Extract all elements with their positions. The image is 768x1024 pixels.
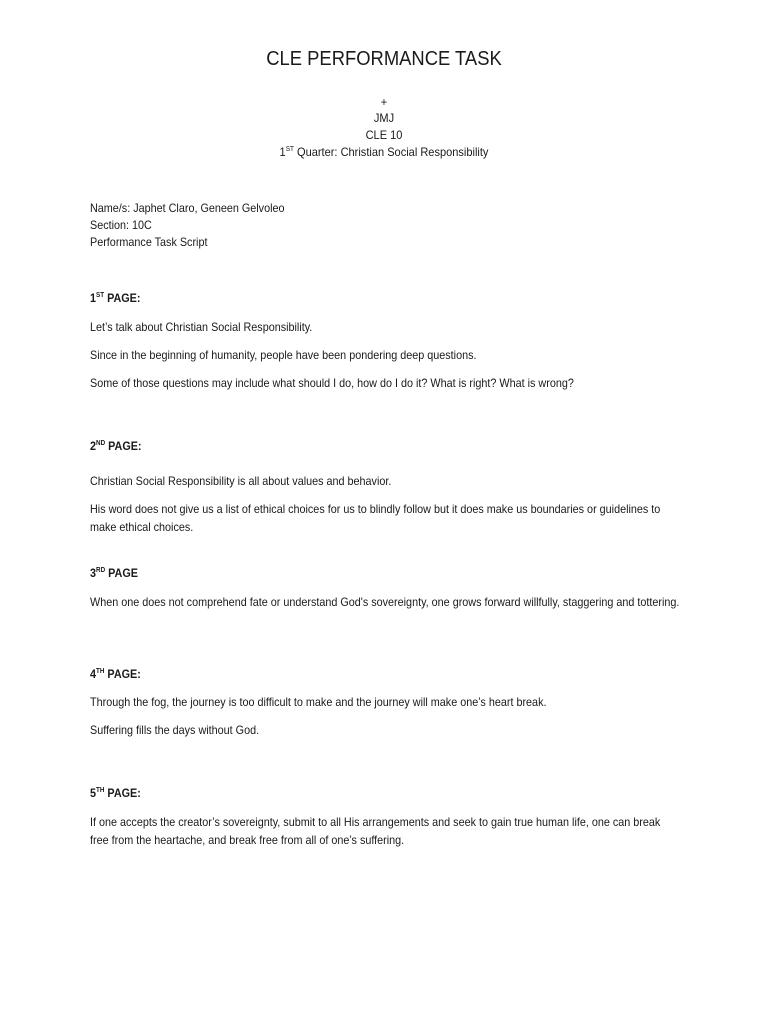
script-type-line: Performance Task Script: [90, 235, 208, 249]
paragraph: Suffering fills the days without God.: [90, 723, 260, 737]
section-line: Section: 10C: [90, 218, 152, 232]
paragraph: Christian Social Responsibility is all about values and behavior.: [90, 474, 392, 488]
paragraph: Some of those questions may include what should I do, how do I do it? What is right? What is wrong?: [90, 376, 574, 390]
cross-mark: +: [380, 95, 388, 109]
paragraph: Let’s talk about Christian Social Responsibility.: [90, 320, 313, 334]
quarter-text: Quarter: Christian Social Responsibility: [293, 145, 489, 159]
paragraph: Since in the beginning of humanity, people have been pondering deep questions.: [90, 348, 477, 362]
section-heading-page-4: 4TH PAGE:: [90, 667, 141, 681]
section-heading-page-2: 2ND PAGE:: [90, 439, 142, 453]
names-line: Name/s: Japhet Claro, Geneen Gelvoleo: [90, 201, 285, 215]
header-line-jmj: JMJ: [373, 111, 395, 125]
document-title: CLE PERFORMANCE TASK: [266, 48, 502, 70]
quarter-number-suffix: ST: [285, 146, 294, 153]
section-heading-page-1: 1ST PAGE:: [90, 291, 141, 305]
paragraph: When one does not comprehend fate or understand God's sovereignty, one grows forward willfully, staggering and tottering.: [90, 595, 680, 609]
header-line-course: CLE 10: [365, 128, 403, 142]
paragraph: If one accepts the creator’s sovereignty, submit to all His arrangements and seek to gain true human life, one can break free from the heartache, and break free from all of one’s suffering.: [90, 815, 661, 847]
section-heading-page-5: 5TH PAGE:: [90, 786, 141, 800]
paragraph: Through the fog, the journey is too difficult to make and the journey will make one’s heart break.: [90, 695, 547, 709]
quarter-line: [31, 145, 738, 159]
quarter-number: 1: [279, 145, 286, 159]
section-heading-page-3: 3RD PAGE: [90, 566, 138, 580]
paragraph: His word does not give us a list of ethical choices for us to blindly follow but it does make us boundaries or guidelines to make ethical choices.: [90, 502, 661, 534]
